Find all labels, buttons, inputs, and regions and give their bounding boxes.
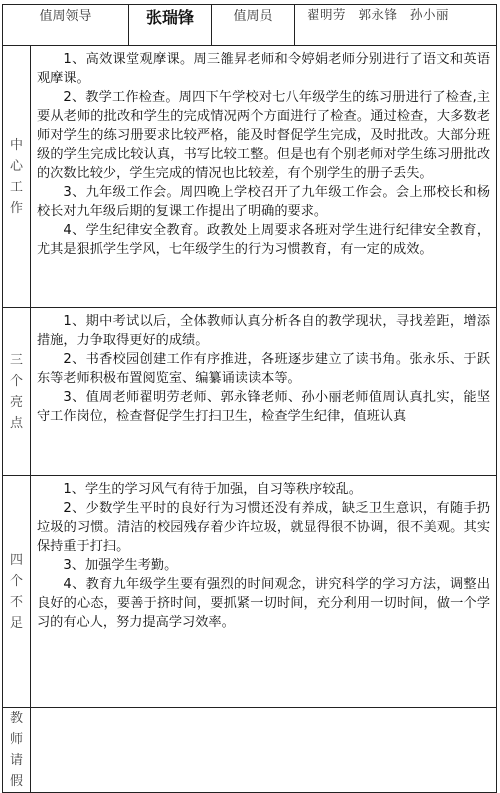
duty-members: 翟明劳 郭永锋 孙小丽 <box>295 5 497 46</box>
section-row-shortcomings <box>3 476 497 708</box>
header-row <box>3 5 497 46</box>
duty-report-table <box>2 4 497 793</box>
paragraph: 1、高效课堂观摩课。周三雒昇老师和令婷娟老师分别进行了语文和英语观摩课。 <box>37 52 491 86</box>
section-title-shortcomings: 四 个 不 足 <box>3 476 31 708</box>
paragraph: 2、教学工作检查。周四下午学校对七八年级学生的练习册进行了检查,主要从老师的批改和学生的完成情况两个方面进行了检查。通过检查，大多数老师对学生的练习册要求比较严格，能及时督促学生完成，及时批改。大部分班级的学生完成比较认真，书写比较工整。但是也有个别老师对学生练习册批改的次数比较少，学生完成的情况也比较差，有个别学生的册子丢失。 <box>37 90 491 181</box>
section-content-shortcomings <box>31 476 497 708</box>
leader-name: 张瑞锋 <box>129 5 212 46</box>
paragraph: 1、期中考试以后，全体教师认真分析各自的教学现状，寻找差距，增添措施，力争取得更好的成绩。 <box>37 314 491 348</box>
section-title-highlights: 三 个 亮 点 <box>3 308 31 476</box>
section-row-central-work <box>3 46 497 308</box>
section-content-central-work <box>31 46 497 308</box>
section-row-teacher-leave <box>3 708 497 793</box>
paragraph: 1、学生的学习风气有待于加强，自习等秩序较乱。 <box>63 482 362 497</box>
section-title-central-work: 中 心 工 作 <box>3 46 31 308</box>
section-content-highlights <box>31 308 497 476</box>
paragraph: 3、值周老师翟明劳老师、郭永锋老师、孙小丽老师值周认真扎实，能坚守工作岗位，检查督促学生打扫卫生，检查学生纪律，值班认真 <box>37 390 491 424</box>
section-title-teacher-leave: 教 师 请 假 <box>3 708 31 793</box>
paragraph: 3、加强学生考勤。 <box>63 558 178 573</box>
section-row-highlights <box>3 308 497 476</box>
paragraph: 4、学生纪律安全教育。政教处上周要求各班对学生进行纪律安全教育，尤其是狠抓学生学风，七年级学生的行为习惯教育，有一定的成效。 <box>37 223 491 257</box>
leader-label: 值周领导 <box>3 5 129 46</box>
paragraph: 2、书香校园创建工作有序推进，各班逐步建立了读书角。张永乐、于跃东等老师积极布置阅览室、编纂诵读读本等。 <box>37 352 491 386</box>
paragraph: 4、教育九年级学生要有强烈的时间观念，讲究科学的学习方法，调整出良好的心态，要善于挤时间，要抓紧一切时间，充分利用一切时间，做一个学习的有心人，努力提高学习效率。 <box>37 577 491 630</box>
section-content-teacher-leave <box>31 708 497 793</box>
paragraph: 2、少数学生平时的良好行为习惯还没有养成，缺乏卫生意识，有随手扔垃圾的习惯。清洁的校园残存着少许垃圾，就显得很不协调，很不美观。其实保持重于打扫。 <box>37 501 491 554</box>
duty-member-label: 值周员 <box>212 5 295 46</box>
paragraph: 3、九年级工作会。周四晚上学校召开了九年级工作会。会上邢校长和杨校长对九年级后期的复课工作提出了明确的要求。 <box>37 185 491 219</box>
